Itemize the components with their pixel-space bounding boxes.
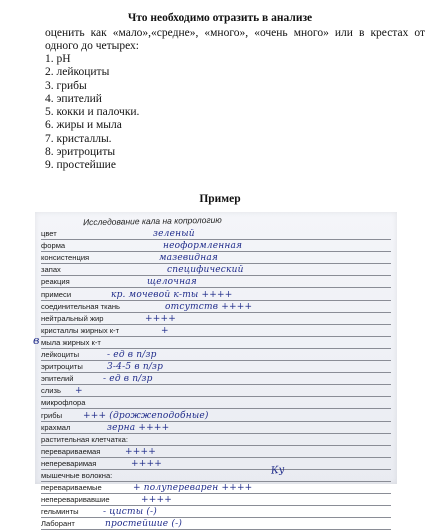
- list-item: 5. кокки и палочки.: [45, 106, 140, 119]
- form-row-microflora: [41, 397, 391, 409]
- document-title: Что необходимо отразить в анализе: [127, 12, 313, 24]
- row-value: 3-4-5 в п/зр: [107, 362, 164, 373]
- margin-mark: в: [33, 334, 40, 347]
- row-label: перевариваемые: [41, 483, 102, 493]
- form-row-admixtures: [41, 288, 391, 300]
- form-row-erythrocytes: [41, 361, 391, 373]
- list-item: 7. кристаллы.: [45, 132, 112, 145]
- form-row-color: [41, 228, 391, 240]
- form-row-plant-fiber: [41, 434, 391, 446]
- row-label: непереваримая: [41, 458, 97, 468]
- row-value: отсутств ++++: [165, 301, 253, 312]
- list-item: 4. эпителий: [45, 92, 102, 105]
- row-value: специфический: [167, 265, 244, 276]
- row-label: цвет: [41, 229, 57, 239]
- list-item: 2. лейкоциты: [45, 66, 110, 79]
- row-label: кристаллы жирных к-т: [41, 325, 120, 335]
- row-value: ++++: [131, 458, 162, 469]
- signature: Ку: [270, 464, 286, 477]
- row-label: соединительная ткань: [41, 301, 120, 311]
- row-value: ++++: [141, 495, 172, 506]
- row-value: мазевидная: [159, 253, 219, 264]
- row-value: - цисты (-): [103, 507, 158, 518]
- form-row-helminths: [41, 506, 391, 518]
- list-item: 1. pH: [45, 53, 71, 65]
- list-item: 6. жиры и мыла: [45, 119, 122, 132]
- form-row-digested-muscle: [41, 482, 391, 494]
- form-row-fatty-acid-soaps: [41, 337, 391, 349]
- row-value: зерна ++++: [107, 422, 170, 433]
- row-label: грибы: [41, 410, 63, 420]
- form-row-consistency: [41, 252, 391, 264]
- row-label: примеси: [41, 289, 72, 299]
- lab-form-photo: [33, 212, 397, 530]
- row-label: непереваривавшие: [41, 495, 110, 505]
- row-label: крахмал: [41, 422, 71, 432]
- form-row-lab-assistant: [41, 518, 391, 530]
- row-value: +++ (дрожжеподобные): [83, 410, 209, 421]
- row-value: - ед в п/зр: [107, 350, 157, 361]
- row-label: реакция: [41, 277, 70, 287]
- row-value: неоформленная: [163, 241, 243, 252]
- row-label: запах: [41, 265, 61, 275]
- row-label: Лаборант: [41, 519, 75, 529]
- row-label: нейтральный жир: [41, 313, 104, 323]
- row-value: кр. мочевой к-ты ++++: [111, 289, 233, 300]
- row-value: ++++: [125, 446, 156, 457]
- list-item: 9. простейшие: [45, 159, 116, 172]
- row-label: форма: [41, 241, 66, 251]
- row-label: мыла жирных к-т: [41, 337, 101, 347]
- form-row-leukocytes: [41, 349, 391, 361]
- row-value: +: [75, 386, 83, 397]
- intro-paragraph: оценить как «мало»,«средне», «много», «очень много» или в крестах от одного до четырех:: [45, 27, 425, 52]
- form-row-starch: [41, 422, 391, 434]
- example-heading: Пример: [199, 193, 241, 205]
- row-value: + полупереварен ++++: [133, 483, 253, 494]
- row-label: эпителий: [41, 374, 74, 384]
- form-row-epithelium: [41, 373, 391, 385]
- form-row-fatty-acid-crystals: [41, 325, 391, 337]
- form-row-connective-tissue: [41, 301, 391, 313]
- form-row-neutral-fat: [41, 313, 391, 325]
- row-label: перевариваемая: [41, 446, 101, 456]
- form-row-indigestible-fiber: [41, 458, 391, 470]
- row-value: щелочная: [147, 277, 197, 288]
- form-row-shape: [41, 240, 391, 252]
- row-value: ++++: [145, 313, 176, 324]
- row-label: слизь: [41, 386, 61, 396]
- row-value: +: [161, 325, 169, 336]
- criteria-list: [45, 53, 139, 173]
- form-title: Исследование кала на копрологию: [82, 214, 222, 228]
- row-value: зеленый: [153, 229, 195, 240]
- row-label: консистенция: [41, 253, 90, 263]
- form-row-muscle-fibers: [41, 470, 391, 482]
- form-row-undigested-muscle: [41, 494, 391, 506]
- row-label: мышечные волокна:: [41, 470, 113, 480]
- row-label: растительная клетчатка:: [41, 434, 128, 444]
- form-row-mucus: [41, 385, 391, 397]
- list-item: 3. грибы: [45, 79, 87, 92]
- form-row-digestible-fiber: [41, 446, 391, 458]
- form-row-fungi: [41, 409, 391, 421]
- row-label: гельминты: [41, 507, 79, 517]
- form-row-reaction: [41, 276, 391, 288]
- row-label: эритроциты: [41, 362, 83, 372]
- row-value: простейшие (-): [105, 519, 183, 530]
- form-rows: [41, 228, 391, 530]
- form-row-smell: [41, 264, 391, 276]
- list-item: 8. эритроциты: [45, 146, 116, 159]
- row-value: - ед в п/зр: [103, 374, 153, 385]
- row-label: микрофлора: [41, 398, 86, 408]
- row-label: лейкоциты: [41, 350, 80, 360]
